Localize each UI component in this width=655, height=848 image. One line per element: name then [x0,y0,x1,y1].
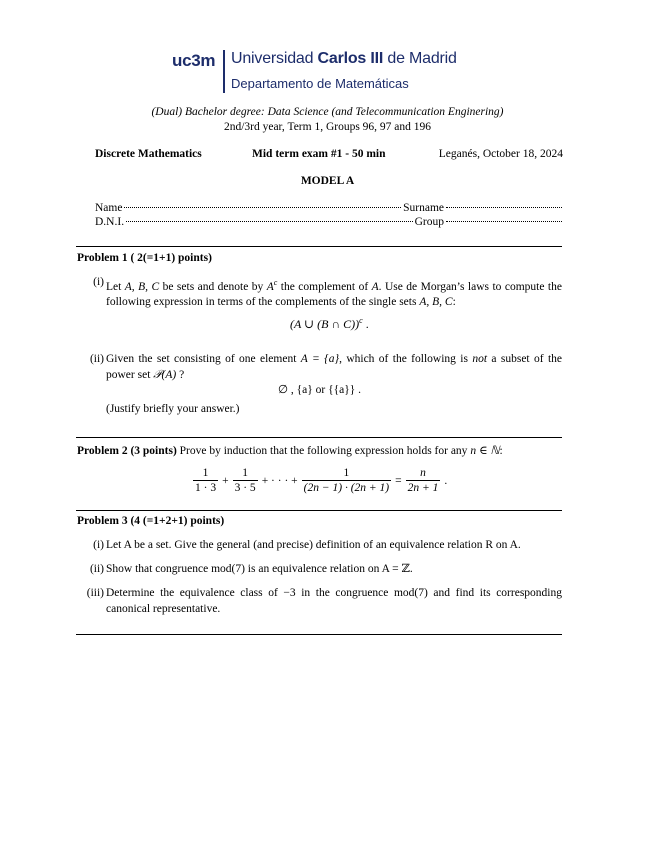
problem3-part-iii [84,586,562,617]
group-label: Group [414,216,444,228]
dni-field[interactable] [126,221,413,222]
part-text [106,352,562,383]
formula-end: . [362,317,369,331]
problem3-part-i [84,538,562,554]
text-span: : [499,445,503,457]
part-label: (i) [93,276,104,288]
part-text [106,275,562,311]
logo-uni-bold: Carlos III [317,50,384,67]
divider [76,246,562,247]
math-sets: A, B, C [124,280,160,293]
math-set: A = {a} [300,353,340,365]
denominator: (2n − 1) · (2n + 1) [303,482,390,494]
equals-sign: = [395,474,402,487]
part-label: (ii) [89,563,104,575]
text-span: ? [176,368,185,381]
problem1-title [77,252,212,264]
part-label: (ii) [89,353,104,365]
text-span: a subset of the power set [106,353,562,381]
problem1-title-text: Problem 1 ( 2(=1+1) points) [77,252,212,264]
divider [76,634,562,635]
term-line: 2nd/3rd year, Term 1, Groups 96, 97 and 196 [223,121,432,133]
part-text: Determine the equivalence class of −3 in the congruence mod(7) and find its corresponding canonical representative. [106,587,562,615]
math-a: A [266,280,274,293]
text-span: Let [106,280,125,293]
problem1-part-i [84,275,562,311]
part-text: Let A be a set. Give the general (and precise) definition of an equivalence relation R on A. [106,539,521,551]
name-field[interactable] [124,207,401,208]
logo-uni-prefix: Universidad [231,50,318,67]
surname-field[interactable] [446,207,562,208]
numerator: 1 [193,466,218,481]
denominator: 2n + 1 [407,482,439,494]
emph-not: not [472,353,488,365]
name-surname-line [95,202,562,214]
math-n-in-N: n ∈ ℕ [470,445,500,457]
problem1-part-ii [84,352,562,383]
problem3-part-ii [84,562,562,578]
fraction-3 [302,466,391,495]
math-a: A [371,280,379,293]
numerator: 1 [233,466,258,481]
logo-university [231,50,457,68]
plus-sign: + [222,474,229,487]
problem2-formula [192,466,450,495]
degree-line: (Dual) Bachelor degree: Data Science (and Telecommunication Enginering) [151,106,504,118]
math-sets: A, B, C [419,296,453,309]
problem3-title [77,515,224,527]
text-span: the complement of [277,280,372,293]
text-span: Given the set consisting of one element [106,353,301,365]
formula-end: . [444,474,448,487]
problem1-formula [290,316,369,332]
divider [76,510,562,511]
text-span: : [452,296,456,309]
part-label: (i) [93,539,104,551]
part-label: (iii) [86,587,104,599]
surname-label: Surname [403,202,444,214]
text-span: . Use de Morgan’s laws to compute the following expression in terms of the complements of the single sets [106,280,562,309]
part-text: Show that congruence mod(7) is an equivalence relation on A = ℤ. [106,563,413,575]
math-power-set: 𝒫(A) [153,368,177,381]
problem2-title: Problem 2 (3 points) [77,445,177,457]
divider [76,437,562,438]
logo-short: uc3m [172,51,216,70]
fraction-2 [233,466,258,495]
problem2-statement [77,443,503,457]
logo-uni-suffix: de Madrid [383,50,457,67]
course-name: Discrete Mathematics [95,148,202,160]
model-label: MODEL A [300,175,355,187]
logo-department: Departamento de Matemáticas [231,76,409,91]
text-span: be sets and denote by [159,280,267,293]
logo-divider [223,50,225,93]
denominator: 1 · 3 [195,482,217,494]
text-span: , which of the following is [339,353,473,365]
dni-label: D.N.I. [95,216,125,228]
place-date: Leganés, October 18, 2024 [438,148,563,160]
exam-title: Mid term exam #1 - 50 min [252,148,386,160]
math-sup: c [273,278,278,287]
formula-body: (A ∪ (B ∩ C)) [290,317,360,331]
problem3-title-text: Problem 3 (4 (=1+2+1) points) [77,515,225,527]
justify-note: (Justify briefly your answer.) [106,403,240,415]
problem2-text: Prove by induction that the following expression holds for any [176,445,471,457]
group-field[interactable] [446,221,562,222]
fraction-1 [193,466,218,495]
numerator: 1 [302,466,391,481]
numerator: n [406,466,441,481]
denominator: 3 · 5 [234,482,256,494]
ellipsis: + · · · + [261,474,298,487]
dni-group-line [95,216,562,228]
name-label: Name [95,202,123,214]
formula-sup: c [359,316,363,325]
problem1-options: ∅ , {a} or {{a}} . [278,384,362,396]
fraction-4 [406,466,441,495]
